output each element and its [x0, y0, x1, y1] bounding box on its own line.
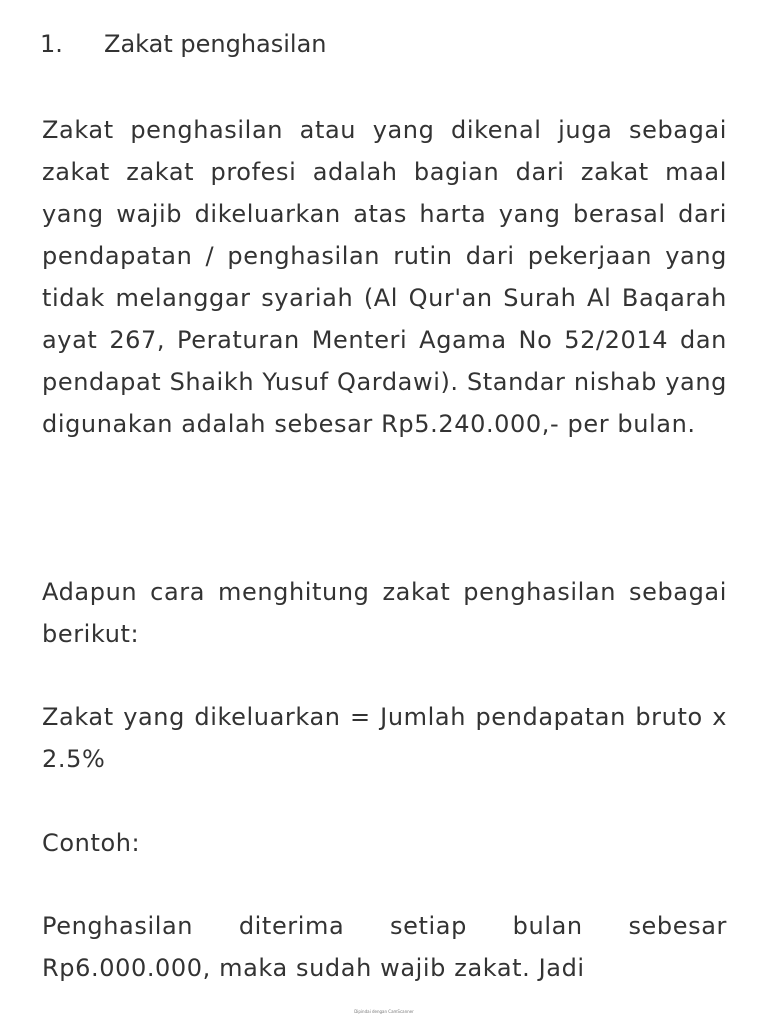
example-label: Contoh: [42, 829, 141, 857]
definition-paragraph: Zakat penghasilan atau yang dikenal juga sebagai zakat zakat profesi adalah bagian dari zakat maal yang wajib dikeluarkan atas harta yang berasal dari pendapatan / penghasilan rutin dari pekerjaan yang tidak melanggar syariah (Al Qur'an Surah Al Baqarah ayat 267, Peraturan Menteri Agama No 52/2014 dan pendapat Shaikh Yusuf Qardawi). Standar nishab yang digunakan adalah sebesar Rp5.240.000,- per bulan. [42, 116, 727, 438]
calculation-intro-paragraph: Adapun cara menghitung zakat penghasilan sebagai berikut: [42, 578, 727, 648]
section-number: 1. [40, 30, 63, 58]
section-heading [40, 26, 327, 62]
scanner-watermark: Dipindai dengan CamScanner [354, 1009, 414, 1014]
formula-paragraph: Zakat yang dikeluarkan = Jumlah pendapatan bruto x 2.5% [42, 703, 727, 773]
section-title: Zakat penghasilan [104, 30, 327, 58]
example-paragraph: Penghasilan diterima setiap bulan sebesar Rp6.000.000, maka sudah wajib zakat. Jadi [42, 912, 727, 982]
